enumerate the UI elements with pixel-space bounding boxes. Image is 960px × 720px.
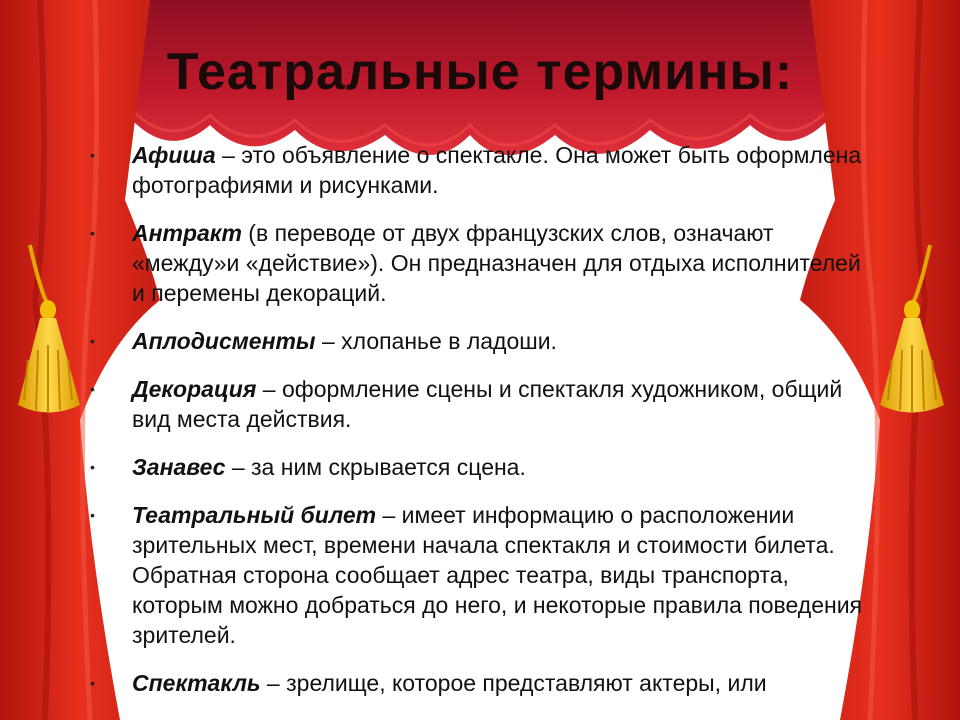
slide-title: Театральные термины: — [166, 43, 794, 101]
term-name: Антракт — [132, 220, 242, 246]
list-item — [90, 452, 880, 482]
bullet-icon: • — [90, 225, 95, 241]
term-definition: – имеет информацию о расположении зрительных мест, времени начала спектакля и стоимости билета. Обратная сторона сообщает адрес театра, виды транспорта, которым можно добраться до него, и некоторые правила поведения зрителей. — [132, 502, 863, 648]
term-definition: – хлопанье в ладоши. — [315, 328, 557, 354]
term-name: Занавес — [132, 454, 226, 480]
bullet-icon: • — [90, 675, 95, 691]
term-name: Спектакль — [132, 670, 261, 696]
list-item — [90, 218, 880, 308]
list-item — [90, 140, 880, 200]
bullet-icon: • — [90, 459, 95, 475]
list-item — [90, 500, 880, 650]
term-definition: – зрелище, которое представляют актеры, или — [260, 670, 767, 696]
bullet-icon: • — [90, 147, 95, 163]
bullet-icon: • — [90, 507, 95, 523]
term-name: Декорация — [132, 376, 257, 402]
term-definition: – за ним скрывается сцена. — [225, 454, 526, 480]
terms-list — [90, 140, 880, 716]
term-name: Афиша — [132, 142, 216, 168]
list-item — [90, 374, 880, 434]
term-definition: – оформление сцены и спектакля художником, общий вид места действия. — [132, 376, 843, 432]
term-name: Театральный билет — [132, 502, 377, 528]
term-definition: – это объявление о спектакле. Она может быть оформлена фотографиями и рисунками. — [132, 142, 862, 198]
bullet-icon: • — [90, 381, 95, 397]
bullet-icon: • — [90, 333, 95, 349]
list-item — [90, 326, 880, 356]
term-name: Аплодисменты — [132, 328, 316, 354]
list-item — [90, 668, 880, 698]
term-definition: (в переводе от двух французских слов, означают «между»и «действие»). Он предназначен для отдыха исполнителей и перемены декораций. — [132, 220, 861, 306]
